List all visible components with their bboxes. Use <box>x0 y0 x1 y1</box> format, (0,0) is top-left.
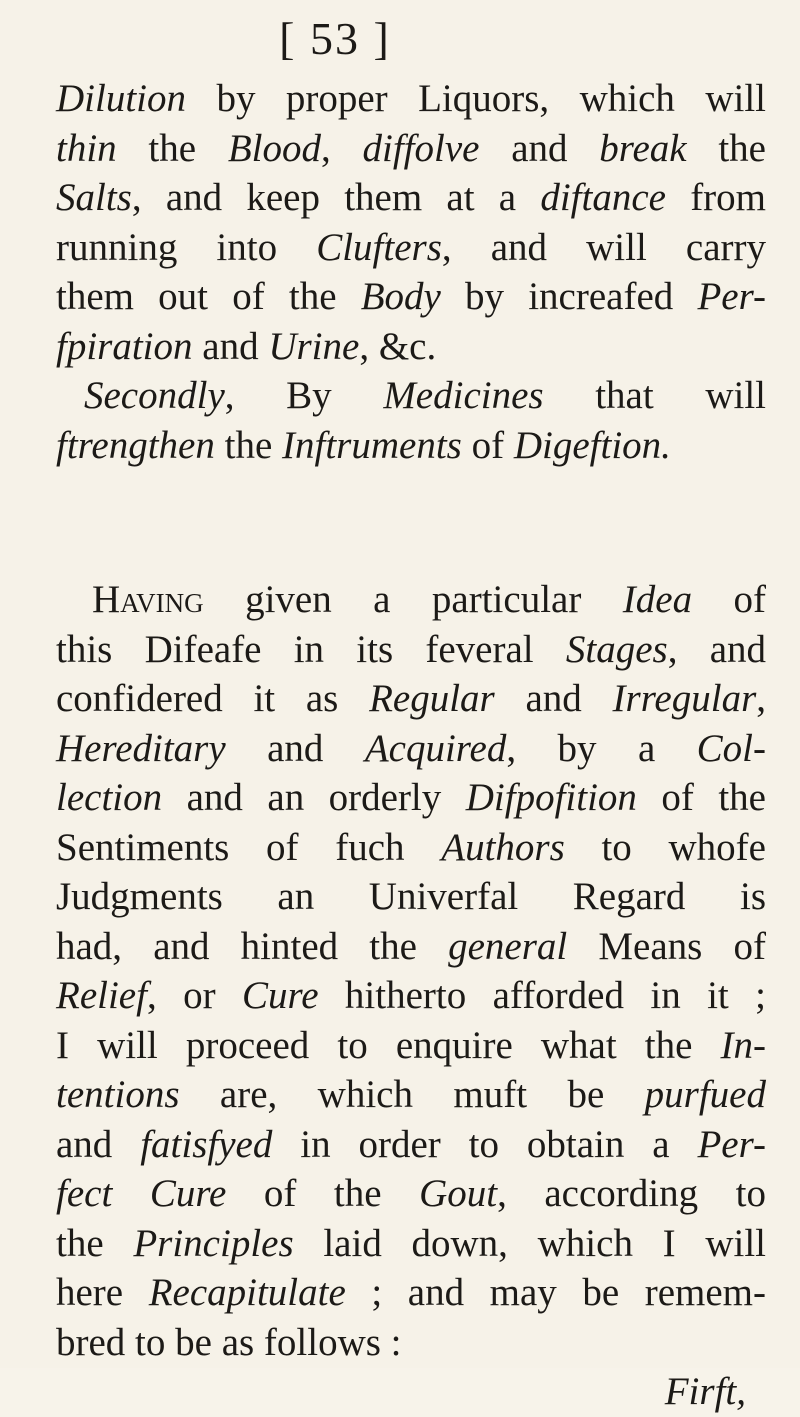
text-line: this Difeafe in its feveral Stages, and <box>56 627 767 671</box>
text-line: and fatisfyed in order to obtain a Per- <box>56 1122 767 1166</box>
text-line: bred to be as follows : <box>56 1320 402 1364</box>
text-line: Judgments an Univerfal Regard is <box>56 875 766 918</box>
text-line: Secondly, By Medicines that will <box>84 374 767 417</box>
text-line: them out of the Body by increafed Per- <box>56 275 766 318</box>
catchword: Firft, <box>664 1370 746 1413</box>
text-line: had, and hinted the general Means of <box>56 924 766 968</box>
text-line: Sentiments of fuch Authors to whofe <box>56 825 766 869</box>
text-line: I will proceed to enquire what the In- <box>56 1023 766 1067</box>
text-line: Dilution by proper Liquors, which will <box>56 77 766 120</box>
paragraph-having-given <box>56 575 766 1417</box>
text-line: running into Clufters, and will carry <box>56 225 766 269</box>
text-line: Salts, and keep them at a diftance from <box>56 176 767 219</box>
text-line: fect Cure of the Gout, according to <box>56 1172 766 1215</box>
page-number: [ 53 ] <box>279 13 391 64</box>
text-line: Hereditary and Acquired, by a Col- <box>56 726 767 770</box>
text-line: ftrengthen the Inftruments of Digeftion. <box>56 423 671 467</box>
text-line: fpiration and Urine, &c. <box>56 324 437 368</box>
paragraph-dilution <box>56 74 766 470</box>
text-line: Relief, or Cure hitherto afforded in it ; <box>56 974 766 1017</box>
text-line: tentions are, which muft be purfued <box>56 1073 766 1116</box>
text-line: the Principles laid down, which I will <box>56 1221 766 1265</box>
text-line: Having given a particular Idea of <box>92 578 766 621</box>
text-line: here Recapitulate ; and may be remem- <box>56 1271 767 1314</box>
text-line: thin the Blood, diffolve and break the <box>56 126 766 170</box>
text-line: confidered it as Regular and Irregular, <box>56 677 766 720</box>
text-line: lection and an orderly Difpofition of the <box>56 776 766 819</box>
